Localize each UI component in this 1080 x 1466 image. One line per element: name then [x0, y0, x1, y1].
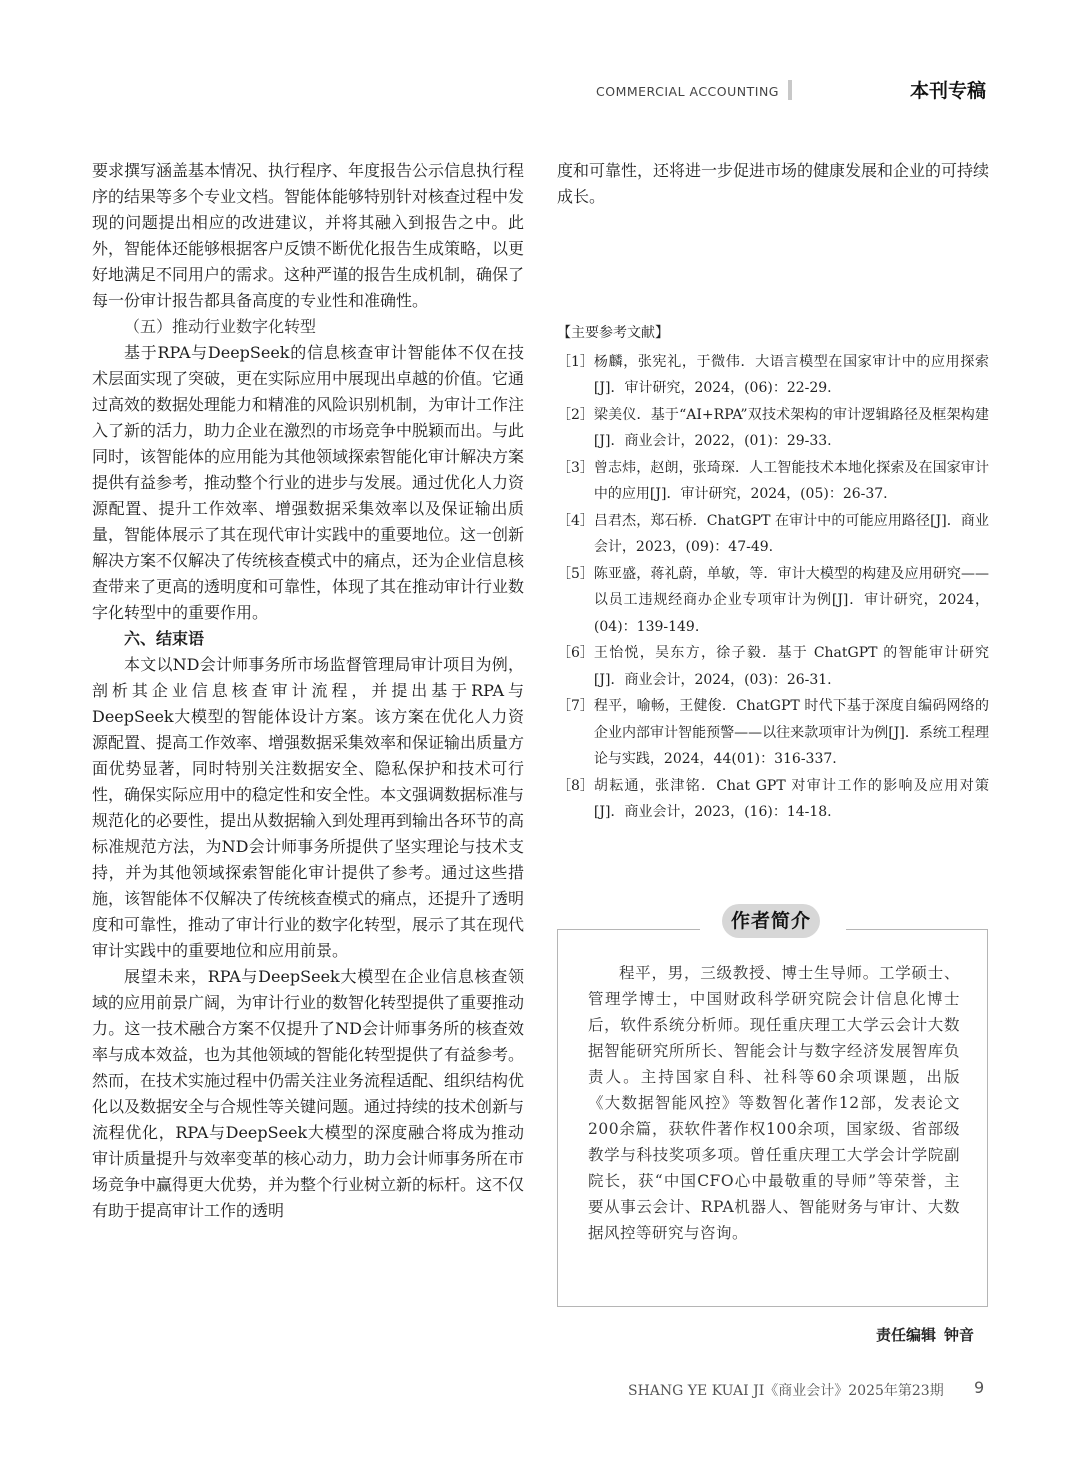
- responsible-editor: [876, 1324, 974, 1345]
- reference-number: ［6］: [557, 645, 594, 661]
- reference-item: [557, 402, 989, 455]
- reference-text: 胡耘通，张津铭．Chat GPT 对审计工作的影响及应用对策[J]．商业会计，2023，(16)：14-18.: [593, 777, 989, 820]
- paragraph: 基于RPA与DeepSeek的信息核查审计智能体不仅在技术层面实现了突破，更在实际应用中展现出卓越的价值。它通过高效的数据处理能力和精准的风险识别机制，为审计工作注入了新的活力，助力企业在激烈的市场竞争中脱颖而出。与此同时，该智能体的应用能为其他领域探索智能化审计解决方案提供有益参考，推动整个行业的进步与发展。通过优化人力资源配置、提升工作效率、增强数据采集效率以及保证输出质量，智能体展示了其在现代审计实践中的重要地位。这一创新解决方案不仅解决了传统核查模式中的痛点，还为企业信息核查带来了更高的透明度和可靠性，体现了其在推动审计行业数字化转型中的重要作用。: [92, 343, 525, 622]
- reference-text: 陈亚盛，蒋礼蔚，单敏，等．审计大模型的构建及应用研究——以员工违规经商办企业专项审计为例[J]．审计研究，2024，(04)：139-149.: [593, 565, 989, 635]
- references-title: 【主要参考文献】: [557, 325, 669, 341]
- left-column: [92, 158, 524, 1224]
- reference-text: 梁美仪．基于“AI+RPA”双技术架构的审计逻辑路径及框架构建[J]．商业会计，2022，(01)：29-33.: [593, 406, 989, 449]
- reference-item: [557, 640, 989, 693]
- references: [557, 320, 989, 826]
- section-heading: 六、结束语: [124, 629, 205, 648]
- reference-item: [557, 693, 989, 773]
- footer-journal-name: SHANG YE KUAI JI《商业会计》2025年第23期: [628, 1383, 944, 1399]
- reference-number: ［4］: [557, 512, 594, 529]
- paragraph: 本文以ND会计师事务所市场监督管理局审计项目为例，剖析其企业信息核查审计流程，并提出基于RPA与DeepSeek大模型的智能体设计方案。该方案在优化人力资源配置、提高工作效率、增强数据采集效率和保证输出质量方面优势显著，同时特别关注数据安全、隐私保护和技术可行性，确保实际应用中的稳定性和安全性。本文强调数据标准与规范化的必要性，提出从数据输入到处理再到输出各环节的高标准规范方法，为ND会计师事务所提供了坚实理论与技术支持，并为其他领域探索智能化审计提供了参考。通过这些措施，该智能体不仅解决了传统核查模式的痛点，还提升了透明度和可靠性，推动了审计行业的数字化转型，展示了其在现代审计实践中的重要地位和应用前景。: [92, 655, 525, 960]
- header-divider: [788, 80, 792, 100]
- reference-item: [557, 773, 989, 826]
- reference-item: [557, 561, 989, 641]
- reference-number: ［1］: [557, 353, 594, 370]
- reference-item: [557, 349, 989, 402]
- reference-item: [557, 508, 989, 561]
- header-section-title: 本刊专稿: [910, 80, 987, 102]
- right-column-continuation: [557, 158, 989, 210]
- reference-item: [557, 455, 989, 508]
- editor-name: 钟音: [944, 1326, 975, 1344]
- reference-text: 吕君杰，郑石桥．ChatGPT 在审计中的可能应用路径[J]．商业会计，2023，(09)：47-49.: [593, 512, 989, 555]
- reference-text: 杨麟，张宪礼，于微伟．大语言模型在国家审计中的应用探索[J]．审计研究，2024，(06)：22-29.: [593, 353, 989, 396]
- editor-label: 责任编辑: [876, 1326, 937, 1344]
- paragraph: 要求撰写涵盖基本情况、执行程序、年度报告公示信息执行程序的结果等多个专业文档。智能体能够特别针对核查过程中发现的问题提出相应的改进建议，并将其融入到报告之中。此外，智能体还能够根据客户反馈不断优化报告生成策略，以更好地满足不同用户的需求。这种严谨的报告生成机制，确保了每一份审计报告都具备高度的专业性和准确性。: [92, 161, 525, 310]
- header-english: COMMERCIAL ACCOUNTING: [596, 84, 779, 99]
- reference-number: ［2］: [557, 406, 594, 423]
- author-bio-title: 作者简介: [722, 904, 820, 938]
- reference-text: 王怡悦，吴东方，徐子毅．基于 ChatGPT 的智能审计研究[J]．商业会计，2024，(03)：26-31.: [593, 645, 989, 688]
- reference-number: ［3］: [557, 459, 594, 476]
- subheading: （五）推动行业数字化转型: [124, 317, 317, 336]
- reference-number: ［5］: [557, 565, 594, 582]
- reference-number: ［8］: [557, 777, 594, 794]
- paragraph: 度和可靠性，还将进一步促进市场的健康发展和企业的可持续成长。: [557, 161, 990, 206]
- reference-text: 程平，喻畅，王健俊．ChatGPT 时代下基于深度自编码网络的企业内部审计智能预警——以往来款项审计为例[J]．系统工程理论与实践，2024，44(01)：316-337.: [593, 698, 989, 767]
- page-number: 9: [974, 1378, 985, 1397]
- reference-text: 曾志炜，赵朗，张琦琛．人工智能技术本地化探索及在国家审计中的应用[J]．审计研究，2024，(05)：26-37.: [593, 459, 989, 502]
- paragraph: 展望未来，RPA与DeepSeek大模型在企业信息核查领域的应用前景广阔，为审计行业的数智化转型提供了重要推动力。这一技术融合方案不仅提升了ND会计师事务所的核查效率与成本效益，也为其他领域的智能化转型提供了有益参考。然而，在技术实施过程中仍需关注业务流程适配、组织结构优化以及数据安全与合规性等关键问题。通过持续的技术创新与流程优化，RPA与DeepSeek大模型的深度融合将成为推动审计质量提升与效率变革的核心动力，助力会计师事务所在市场竞争中赢得更大优势，并为整个行业树立新的标杆。这不仅有助于提高审计工作的透明: [92, 967, 525, 1220]
- author-bio-text: 程平，男，三级教授、博士生导师。工学硕士、管理学博士，中国财政科学研究院会计信息化博士后，软件系统分析师。现任重庆理工大学云会计大数据智能研究所所长、智能会计与数字经济发展智库负责人。主持国家自科、社科等60余项课题，出版《大数据智能风控》等数智化著作12部，发表论文200余篇，获软件著作权100余项，国家级、省部级教学与科技奖项多项。曾任重庆理工大学会计学院副院长，获“中国CFO心中最敬重的导师”等荣誉，主要从事云会计、RPA机器人、智能财务与审计、大数据风控等研究与咨询。: [588, 964, 960, 1242]
- reference-number: ［7］: [557, 698, 594, 714]
